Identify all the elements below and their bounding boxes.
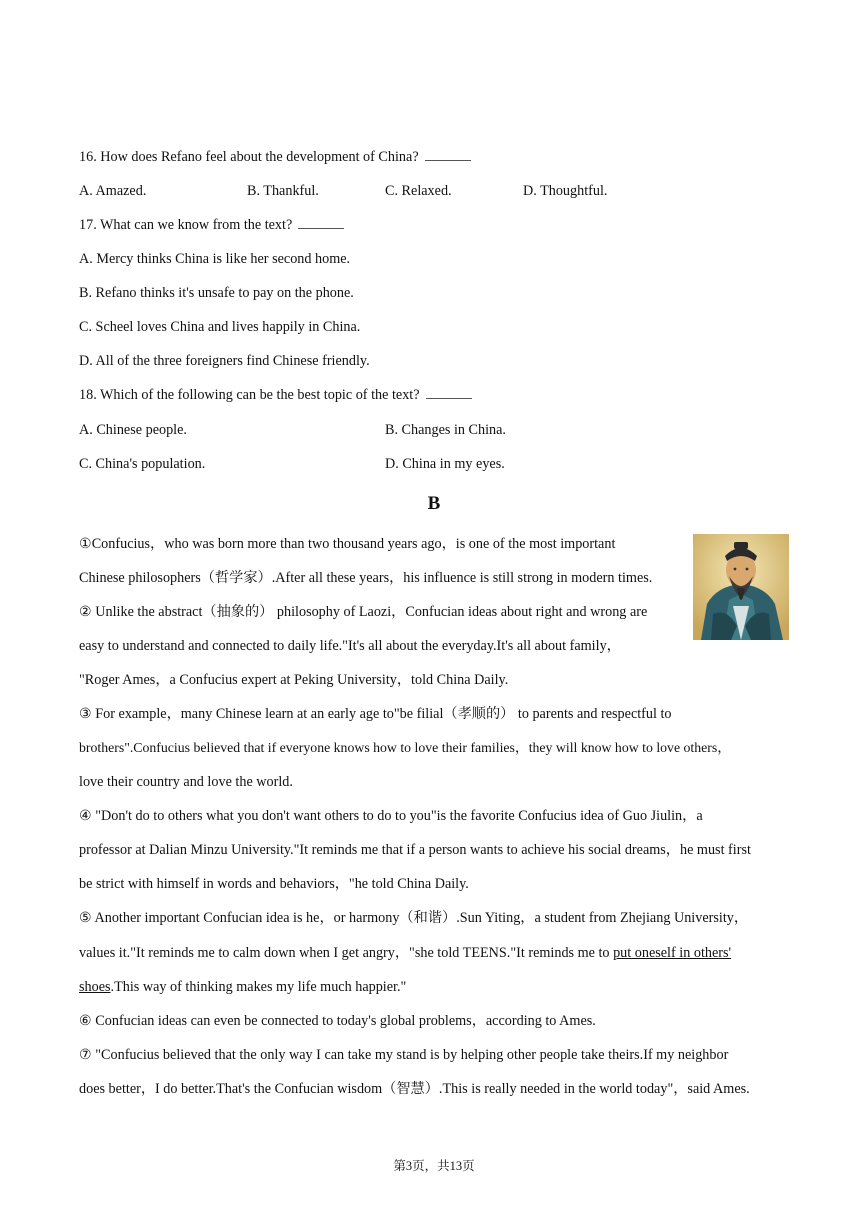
passage-line-14-text: .This way of thinking makes my life much happier."	[110, 979, 407, 995]
q17-option-d: D. All of the three foreigners find Chinese friendly.	[79, 353, 370, 369]
underlined-phrase-part-1: put oneself in others'	[613, 945, 732, 961]
underlined-phrase-part-2: shoes	[79, 979, 111, 995]
question-17-stem: 17. What can we know from the text?	[79, 217, 293, 233]
q17-option-c: C. Scheel loves China and lives happily in China.	[79, 319, 361, 335]
q16-option-c: C. Relaxed.	[385, 183, 452, 199]
passage-line-1: ①Confucius，who was born more than two thousand years ago，is one of the most important	[79, 536, 616, 552]
passage-line-15: ⑥ Confucian ideas can even be connected to today's global problems，according to Ames.	[79, 1013, 596, 1029]
q16-option-b: B. Thankful.	[247, 183, 319, 199]
passage-line-6: ③ For example，many Chinese learn at an early age to"be filial（孝顺的） to parents and respectful to	[79, 706, 672, 722]
q17-option-b: B. Refano thinks it's unsafe to pay on the phone.	[79, 285, 354, 301]
question-17	[79, 215, 344, 235]
q18-option-d: D. China in my eyes.	[385, 456, 505, 472]
answer-blank-18	[426, 386, 472, 399]
passage-line-13-text: values it."It reminds me to calm down when I get angry，"she told TEENS."It reminds me to	[79, 945, 614, 961]
passage-line-11: be strict with himself in words and behaviors，"he told China Daily.	[79, 876, 469, 892]
passage-line-12: ⑤ Another important Confucian idea is he，or harmony（和谐）.Sun Yiting，a student from Zhejiang University，	[79, 910, 749, 926]
question-16	[79, 147, 471, 167]
passage-line-4: easy to understand and connected to daily life."It's all about the everyday.It's all about family，	[79, 638, 621, 654]
question-18-stem: 18. Which of the following can be the best topic of the text?	[79, 387, 420, 403]
answer-blank-16	[425, 148, 471, 161]
passage-line-17: does better，I do better.That's the Confucian wisdom（智慧）.This is really needed in the world today"，said Ames.	[79, 1081, 750, 1097]
q18-option-b: B. Changes in China.	[385, 422, 506, 438]
q16-option-d: D. Thoughtful.	[523, 183, 608, 199]
question-18	[79, 385, 472, 405]
q16-option-a: A. Amazed.	[79, 183, 147, 199]
question-16-stem: 16. How does Refano feel about the development of China?	[79, 149, 419, 165]
passage-line-16: ⑦ "Confucius believed that the only way I can take my stand is by helping other people take theirs.If my neighbor	[79, 1047, 729, 1063]
q18-option-c: C. China's population.	[79, 456, 206, 472]
passage-line-14	[79, 977, 406, 997]
page-number: 第3页，共13页	[393, 1159, 475, 1173]
passage-line-3: ② Unlike the abstract（抽象的） philosophy of Laozi，Confucian ideas about right and wrong are	[79, 604, 648, 620]
passage-line-7: brothers".Confucius believed that if everyone knows how to love their families，they will know how to love others，	[79, 740, 732, 755]
passage-line-5: "Roger Ames，a Confucius expert at Peking University，told China Daily.	[79, 672, 509, 688]
q17-option-a: A. Mercy thinks China is like her second home.	[79, 251, 351, 267]
confucius-portrait	[693, 534, 789, 640]
section-title: B	[427, 493, 441, 514]
q18-option-a: A. Chinese people.	[79, 422, 187, 438]
passage-line-8: love their country and love the world.	[79, 774, 293, 790]
answer-blank-17	[298, 216, 344, 229]
passage-line-10: professor at Dalian Minzu University."It reminds me that if a person wants to achieve his social dreams，he must first	[79, 842, 751, 858]
passage-line-9: ④ "Don't do to others what you don't want others to do to you"is the favorite Confucius idea of Guo Jiulin，a	[79, 808, 703, 824]
passage-line-2: Chinese philosophers（哲学家）.After all these years，his influence is still strong in modern times.	[79, 570, 653, 586]
passage-line-13	[79, 943, 731, 963]
